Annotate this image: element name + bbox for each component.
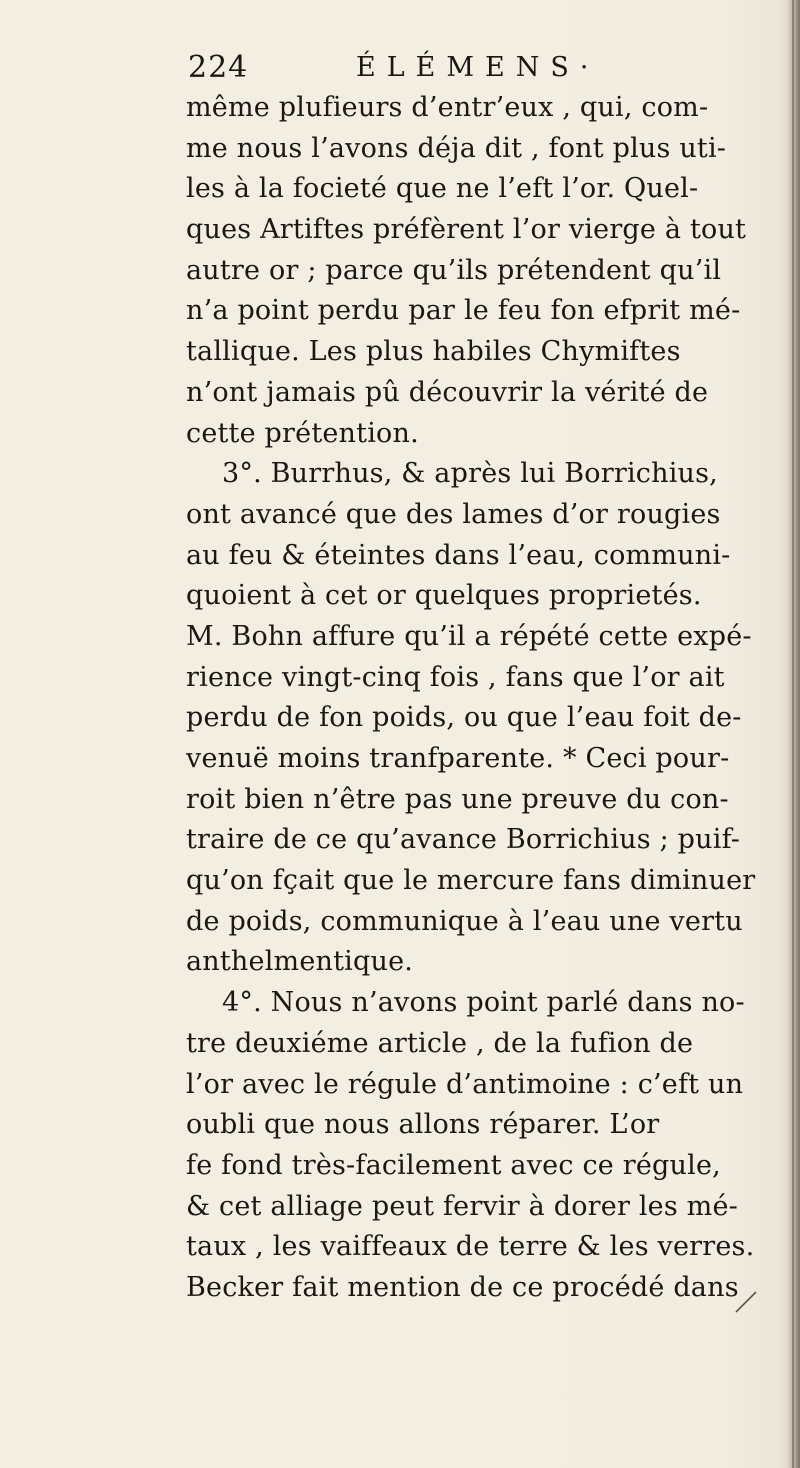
text-line: venuë moins tranfparente. * Ceci pour- <box>186 743 730 774</box>
text-line: anthelmentique. <box>186 946 414 978</box>
text-line: me nous l’avons déja dit , font plus uti- <box>186 132 727 164</box>
text-line: roit bien n’être pas une preuve du con- <box>186 783 729 815</box>
text-line: ques Artiftes préfèrent l’or vierge à tout <box>186 214 747 246</box>
page-edge-shadow <box>792 0 794 1468</box>
running-head: ÉLÉMENS· <box>356 52 600 83</box>
text-line: taux , les vaiffeaux de terre & les verres. <box>186 1231 755 1263</box>
text-line: cette prétention. <box>186 417 419 449</box>
text-line: n’a point perdu par le feu fon efprit mé- <box>186 295 741 327</box>
text-line: perdu de fon poids, ou que l’eau foit de- <box>186 702 742 734</box>
body-text <box>186 88 766 1309</box>
text-line: les à la focieté que ne l’eft l’or. Quel- <box>186 173 699 205</box>
text-line: au feu & éteintes dans l’eau, communi- <box>186 539 731 571</box>
text-line: qu’on fçait que le mercure fans diminuer <box>186 865 756 897</box>
text-line: autre or ; parce qu’ils prétendent qu’il <box>186 254 722 286</box>
text-line: rience vingt-cinq fois , fans que l’or ait <box>186 661 725 693</box>
page-number: 224 <box>188 50 249 85</box>
text-line: l’or avec le régule d’antimoine : c’eft un <box>186 1068 744 1100</box>
text-line: traire de ce qu’avance Borrichius ; puif- <box>186 824 741 856</box>
text-line: de poids, communique à l’eau une vertu <box>186 905 743 937</box>
ink-stroke-mark <box>732 1286 762 1316</box>
text-line: tallique. Les plus habiles Chymiftes <box>186 336 681 368</box>
text-line: M. Bohn affure qu’il a répété cette expé- <box>186 620 752 652</box>
text-line: fe fond très-facilement avec ce régule, <box>186 1149 721 1181</box>
text-line: Becker fait mention de ce procédé dans <box>186 1271 739 1303</box>
text-line: 3°. Burrhus, & après lui Borrichius, <box>222 458 718 490</box>
text-line: n’ont jamais pû découvrir la vérité de <box>186 376 709 408</box>
text-line: quoient à cet or quelques proprietés. <box>186 580 702 612</box>
text-line: tre deuxiéme article , de la fufion de <box>186 1027 694 1059</box>
text-line: même plufieurs d’entr’eux , qui, com- <box>186 92 709 123</box>
text-line: 4°. Nous n’avons point parlé dans no- <box>222 987 745 1019</box>
text-line: ont avancé que des lames d’or rougies <box>186 498 721 530</box>
text-line: oubli que nous allons réparer. L’or <box>186 1109 660 1141</box>
text-line: & cet alliage peut fervir à dorer les mé- <box>186 1190 738 1222</box>
